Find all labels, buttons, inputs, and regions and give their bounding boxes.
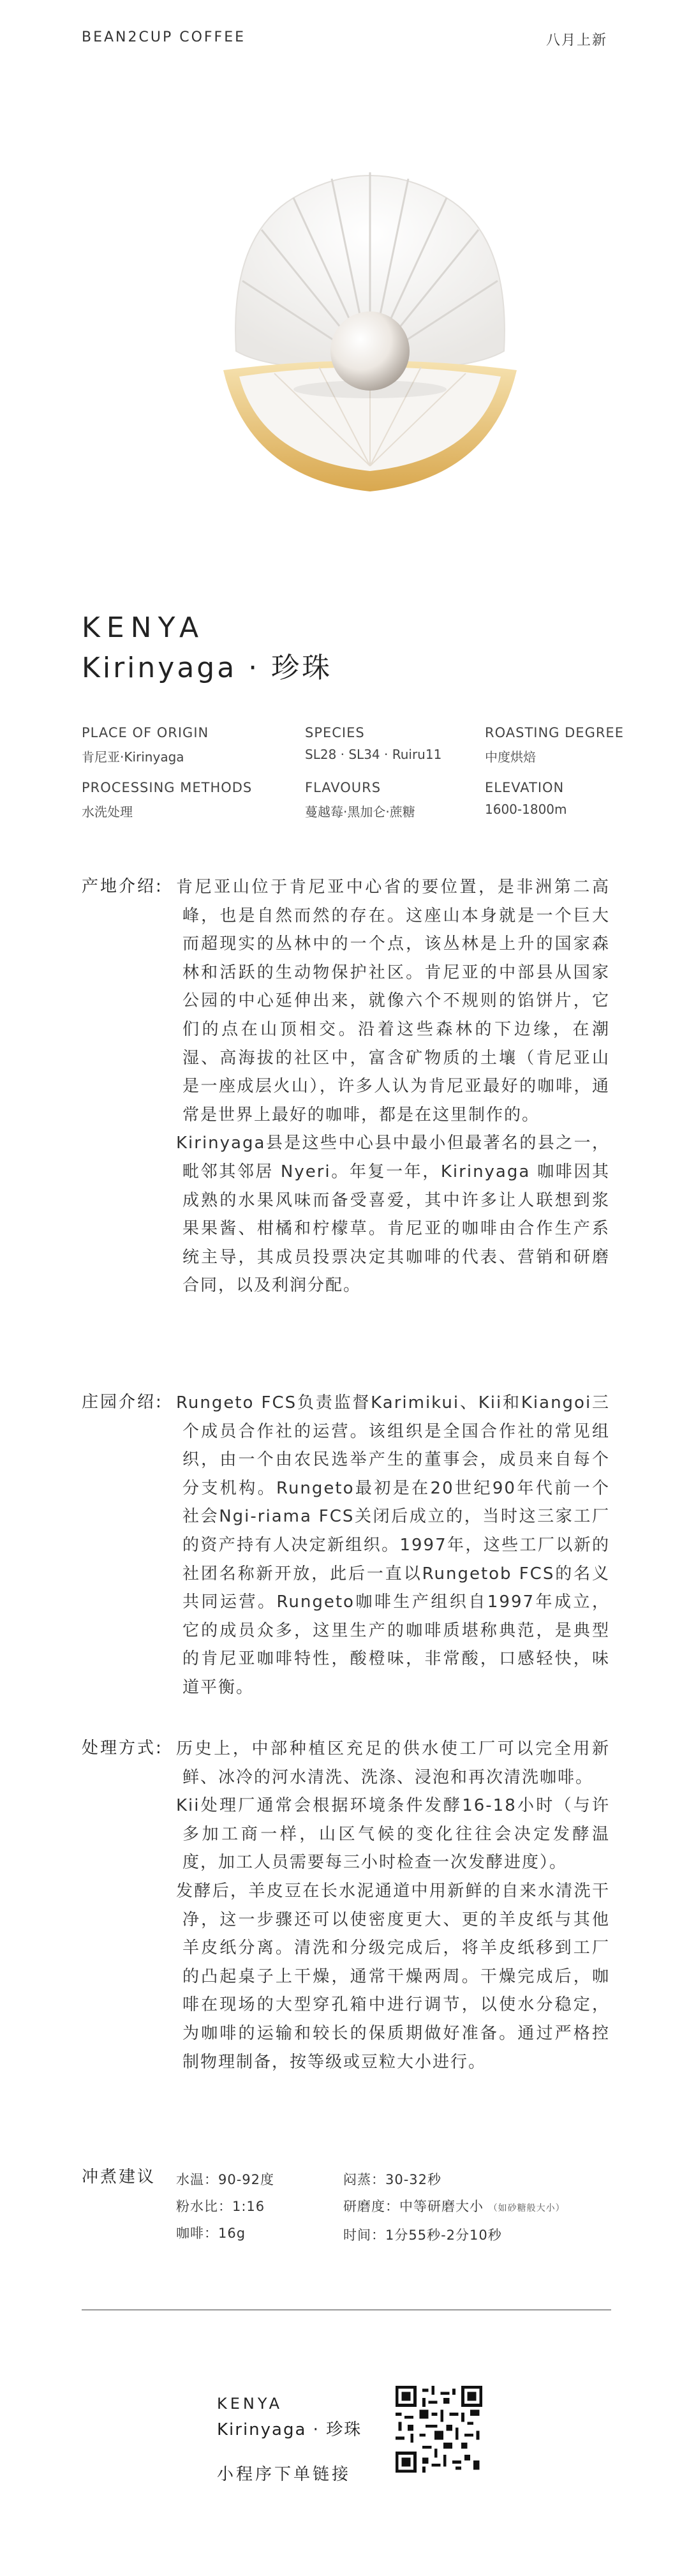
- processing-body: [176, 1735, 610, 2076]
- brew-col-right: [343, 2166, 565, 2249]
- brew-time: 时间：1分55秒-2分10秒: [343, 2228, 502, 2243]
- spec-label: PLACE OF ORIGIN: [82, 725, 209, 740]
- brew-water-temp: 水温：90-92度: [176, 2172, 275, 2187]
- mini-program-link[interactable]: 小程序下单链接: [217, 2465, 352, 2484]
- spec-label: ROASTING DEGREE: [485, 725, 624, 740]
- brew-grind-text: 研磨度：中等研磨大小: [343, 2199, 484, 2214]
- footer-title-chinese: Kirinyaga · 珍珠: [217, 2420, 362, 2439]
- spec-value: SL28 · SL34 · Ruiru11: [305, 747, 442, 762]
- spec-roasting: [485, 725, 624, 765]
- processing-paragraph: 发酵后，羊皮豆在长水泥通道中用新鲜的自来水清洗干净，这一步骤还可以使密度更大、更的羊皮纸与其他羊皮纸分离。清洗和分级完成后，将羊皮纸移到工厂的凸起桌子上干燥，通常干燥两周。干燥完成后，咖啡在现场的大型穿孔箱中进行调节，以使水分稳定，为咖啡的运输和较长的保质期做好准备。通过严格控制物理制备，按等级或豆粒大小进行。: [176, 1881, 610, 2072]
- title-chinese: Kirinyaga · 珍珠: [82, 652, 333, 684]
- new-arrival-tag: 八月上新: [545, 33, 607, 49]
- spec-value: 水洗处理: [82, 804, 133, 820]
- origin-paragraph: 肯尼亚山位于肯尼亚中心省的要位置，是非洲第二高峰，也是自然而然的存在。这座山本身就是一个巨大而超现实的丛林中的一个点，该丛林是上升的国家森林和活跃的生动物保护社区。肯尼亚的中部县从国家公园的中心延伸出来，就像六个不规则的馅饼片，它们的点在山顶相交。沿着这些森林的下边缘，在潮湿、高海拔的社区中，富含矿物质的土壤（肯尼亚山是一座成层火山），许多人认为肯尼亚最好的咖啡，通常是世界上最好的咖啡，都是在这里制作的。: [176, 878, 610, 1125]
- qr-code-icon[interactable]: [396, 2386, 482, 2473]
- estate-body: [176, 1389, 610, 1702]
- brew-grind-note: （如砂糖般大小）: [488, 2203, 565, 2213]
- spec-value: 中度烘焙: [485, 749, 536, 765]
- brew-bloom: 闷蒸：30-32秒: [343, 2172, 442, 2187]
- brew-col-left: [176, 2166, 274, 2247]
- spec-elevation: [485, 780, 567, 817]
- footer-title-english: KENYA: [217, 2395, 283, 2413]
- brand-name: BEAN2CUP COFFEE: [82, 29, 246, 45]
- spec-origin: [82, 725, 209, 765]
- title-english: KENYA: [82, 611, 205, 644]
- origin-heading: 产地介绍:: [82, 877, 163, 896]
- spec-process: [82, 780, 252, 820]
- spec-label: ELEVATION: [485, 780, 565, 795]
- divider: [82, 2309, 611, 2310]
- spec-label: PROCESSING METHODS: [82, 780, 253, 795]
- spec-label: FLAVOURS: [305, 780, 382, 795]
- spec-label: SPECIES: [305, 725, 365, 740]
- origin-body: [176, 873, 610, 1300]
- brew-ratio: 粉水比：1:16: [176, 2199, 265, 2214]
- origin-paragraph: Kirinyaga县是这些中心县中最小但最著名的县之一，毗邻其邻居 Nyeri。年复一年，Kirinyaga 咖啡因其成熟的水果风味而备受喜爱，其中许多让人联想到浆果果酱、柑橘和柠檬草。肯尼亚的咖啡由合作生产系统主导，其成员投票决定其咖啡的代表、营销和研磨合同，以及利润分配。: [176, 1134, 610, 1296]
- brew-heading: 冲煮建议: [82, 2168, 156, 2187]
- brew-grind: [343, 2193, 565, 2222]
- spec-flavours: [305, 780, 415, 820]
- estate-heading: 庄园介绍:: [82, 1393, 163, 1412]
- estate-paragraph: Rungeto FCS负责监督Karimikui、Kii和Kiangoi三个成员合作社的运营。该组织是全国合作社的常见组织，由一个由农民选举产生的董事会，成员来自每个分支机构。Rungeto最初是在20世纪90年代前一个社会Ngi-riama FCS关闭后成立的，当时这三家工厂的资产持有人决定新组织。1997年，这些工厂以新的社团名称新开放，此后一直以Rungetob FCS的名义共同运营。Rungeto咖啡生产组织自1997年成立，它的成员众多，这里生产的咖啡质堪称典范，是典型的肯尼亚咖啡特性，酸橙味，非常酸，口感轻快，味道平衡。: [176, 1393, 610, 1697]
- processing-paragraph: Kii处理厂通常会根据环境条件发酵16-18小时（与许多加工商一样，山区气候的变化往往会决定发酵温度，加工人员需要每三小时检查一次发酵进度）。: [176, 1796, 610, 1873]
- pearl-shell-illustration: [191, 160, 549, 517]
- brew-dose: 咖啡：16g: [176, 2226, 246, 2241]
- processing-heading: 处理方式:: [82, 1739, 163, 1758]
- spec-value: 肯尼亚·Kirinyaga: [82, 749, 184, 765]
- spec-value: 蔓越莓·黑加仑·蔗糖: [305, 804, 415, 820]
- spec-value: 1600-1800m: [485, 802, 567, 817]
- spec-species: [305, 725, 441, 762]
- processing-paragraph: 历史上，中部种植区充足的供水使工厂可以完全用新鲜、冰冷的河水清洗、洗涤、浸泡和再次清洗咖啡。: [176, 1739, 610, 1787]
